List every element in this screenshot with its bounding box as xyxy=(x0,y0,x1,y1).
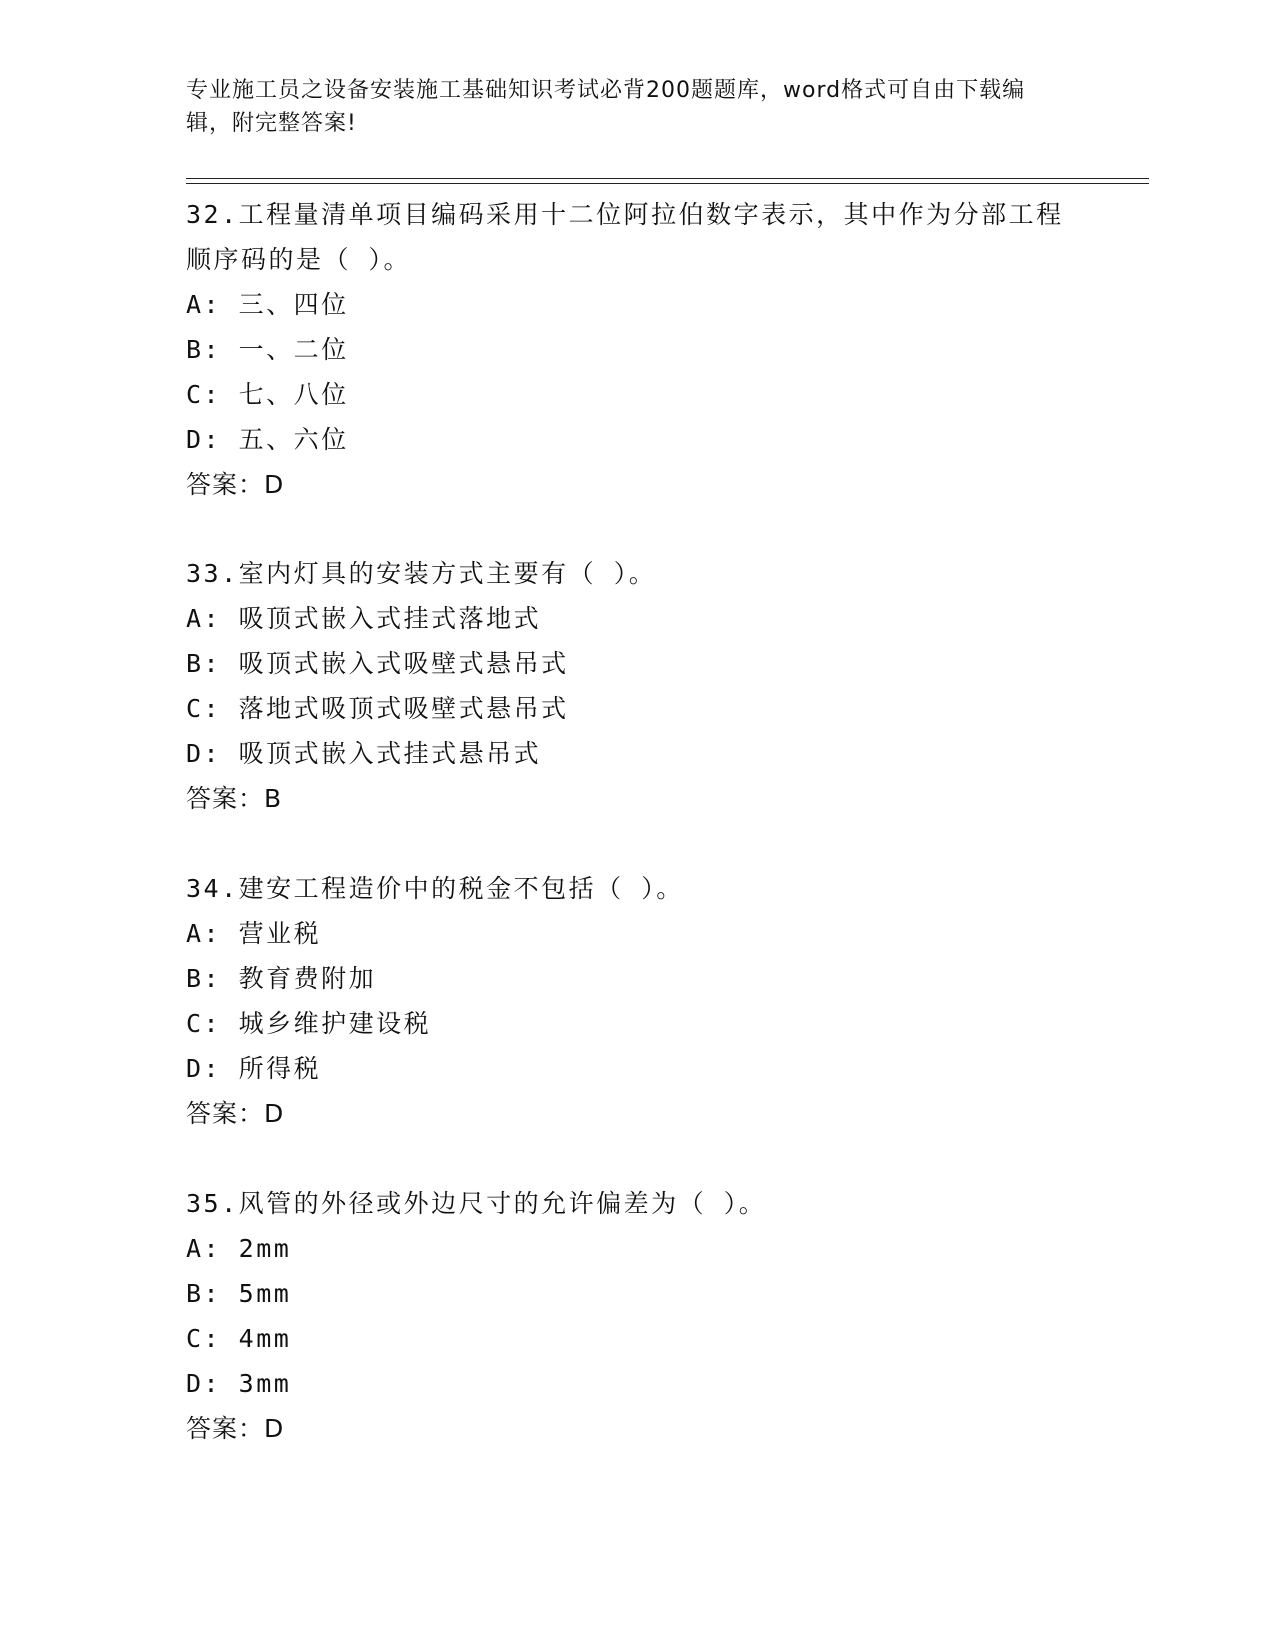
option-a: A: 营业税 xyxy=(186,919,322,948)
option-b: B: 一、二位 xyxy=(186,335,349,364)
option-d: D: 五、六位 xyxy=(186,425,349,454)
option-a: A: 三、四位 xyxy=(186,290,349,319)
question-35 xyxy=(186,1181,1086,1451)
question-stem: 34.建安工程造价中的税金不包括（ ）。 xyxy=(186,874,684,903)
answer: 答案：D xyxy=(186,1099,285,1128)
option-b: B: 教育费附加 xyxy=(186,964,377,993)
answer: 答案：D xyxy=(186,1414,285,1443)
question-32 xyxy=(186,192,1086,507)
option-d: D: 3mm xyxy=(186,1369,292,1398)
option-c: C: 城乡维护建设税 xyxy=(186,1009,432,1038)
answer: 答案：B xyxy=(186,784,283,813)
option-c: C: 落地式吸顶式吸壁式悬吊式 xyxy=(186,694,569,723)
option-a: A: 2mm xyxy=(186,1234,292,1263)
header-divider-top xyxy=(186,178,1149,179)
question-stem: 32.工程量清单项目编码采用十二位阿拉伯数字表示，其中作为分部工程顺序码的是（ ）。 xyxy=(186,200,1064,274)
question-stem: 35.风管的外径或外边尺寸的允许偏差为（ ）。 xyxy=(186,1189,767,1218)
option-b: B: 吸顶式嵌入式吸壁式悬吊式 xyxy=(186,649,569,678)
question-34 xyxy=(186,866,1086,1136)
option-a: A: 吸顶式嵌入式挂式落地式 xyxy=(186,604,542,633)
option-b: B: 5mm xyxy=(186,1279,292,1308)
question-stem: 33.室内灯具的安装方式主要有（ ）。 xyxy=(186,559,657,588)
answer: 答案：D xyxy=(186,470,285,499)
option-c: C: 4mm xyxy=(186,1324,292,1353)
document-header: 专业施工员之设备安装施工基础知识考试必背200题题库，word格式可自由下载编辑，附完整答案! xyxy=(186,78,1026,136)
option-d: D: 吸顶式嵌入式挂式悬吊式 xyxy=(186,739,542,768)
option-c: C: 七、八位 xyxy=(186,380,349,409)
question-33 xyxy=(186,551,1086,821)
option-d: D: 所得税 xyxy=(186,1054,322,1083)
header-divider-bottom xyxy=(186,183,1149,184)
